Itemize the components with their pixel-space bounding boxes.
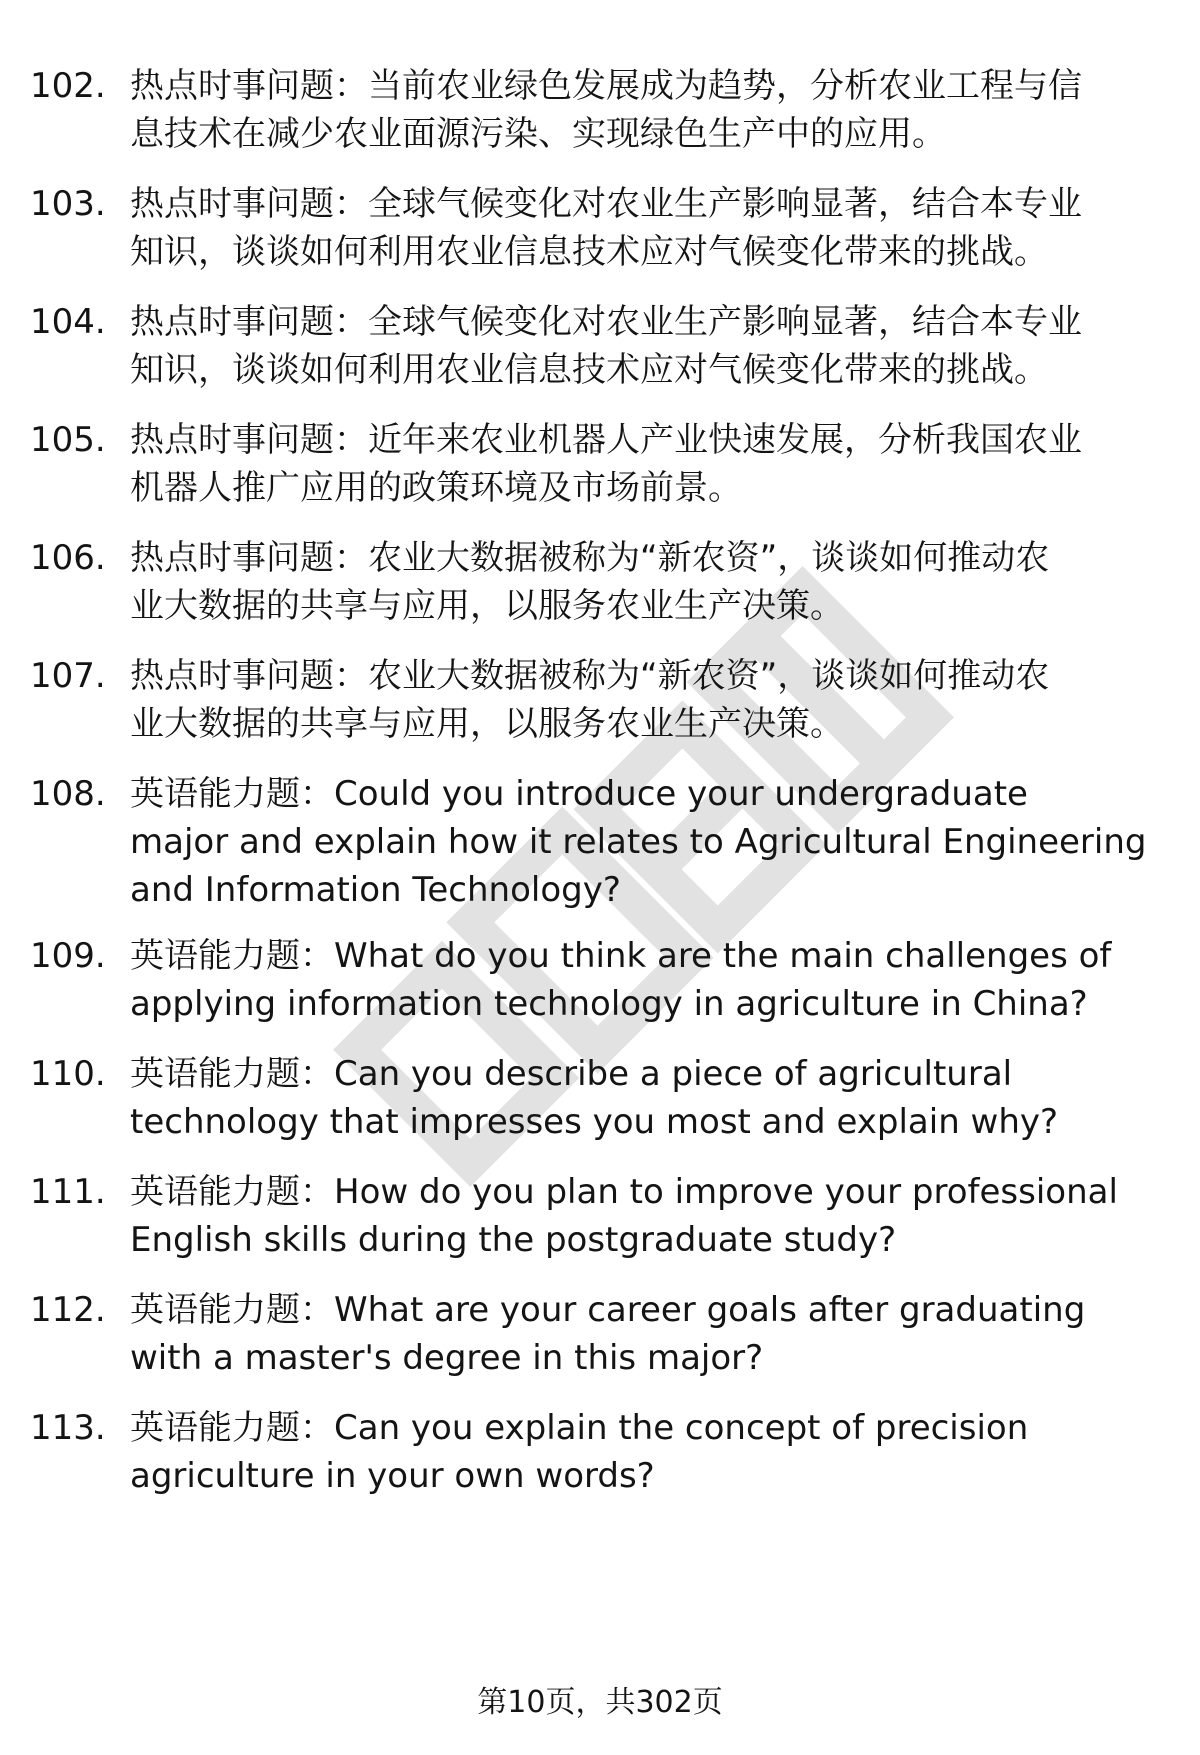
question-line: 英语能力题：Can you explain the concept of precision	[130, 1408, 1029, 1448]
question-line: agriculture in your own words?	[130, 1456, 655, 1496]
page-footer: 第10页，共302页	[477, 1685, 723, 1720]
question-line: 英语能力题：Could you introduce your undergraduate	[130, 774, 1028, 814]
question-text	[130, 1404, 1170, 1500]
question-line: English skills during the postgraduate study?	[130, 1220, 897, 1260]
question-number: 107.	[30, 656, 106, 696]
question-line: 热点时事问题：农业大数据被称为“新农资”，谈谈如何推动农	[130, 656, 1050, 696]
question-text	[130, 1168, 1170, 1264]
question-line: 息技术在减少农业面源污染、实现绿色生产中的应用。	[130, 114, 946, 154]
question-line: major and explain how it relates to Agricultural Engineering	[130, 822, 1147, 862]
question-line: 知识，谈谈如何利用农业信息技术应对气候变化带来的挑战。	[130, 350, 1048, 390]
question-line: with a master's degree in this major?	[130, 1338, 764, 1378]
question-line: 热点时事问题：全球气候变化对农业生产影响显著，结合本专业	[130, 184, 1082, 224]
question-text	[130, 652, 1170, 748]
question-line: 热点时事问题：农业大数据被称为“新农资”，谈谈如何推动农	[130, 538, 1050, 578]
question-line: and Information Technology?	[130, 870, 621, 910]
question-line: 英语能力题：What do you think are the main challenges of	[130, 936, 1112, 976]
question-number: 109.	[30, 936, 106, 976]
question-line: 英语能力题：What are your career goals after graduating	[130, 1290, 1086, 1330]
question-line: technology that impresses you most and explain why?	[130, 1102, 1059, 1142]
question-text	[130, 932, 1170, 1028]
question-line: 机器人推广应用的政策环境及市场前景。	[130, 468, 742, 508]
question-text	[130, 180, 1170, 276]
question-number: 110.	[30, 1054, 106, 1094]
question-text	[130, 62, 1170, 158]
question-number: 113.	[30, 1408, 106, 1448]
question-number: 102.	[30, 66, 106, 106]
question-number: 106.	[30, 538, 106, 578]
question-line: 业大数据的共享与应用，以服务农业生产决策。	[130, 704, 844, 744]
question-line: 英语能力题：How do you plan to improve your professional	[130, 1172, 1118, 1212]
question-number: 105.	[30, 420, 106, 460]
question-text	[130, 770, 1170, 914]
question-line: 业大数据的共享与应用，以服务农业生产决策。	[130, 586, 844, 626]
question-line: applying information technology in agriculture in China?	[130, 984, 1088, 1024]
question-number: 104.	[30, 302, 106, 342]
question-line: 英语能力题：Can you describe a piece of agricultural	[130, 1054, 1013, 1094]
question-line: 热点时事问题：全球气候变化对农业生产影响显著，结合本专业	[130, 302, 1082, 342]
question-text	[130, 416, 1170, 512]
question-line: 热点时事问题：近年来农业机器人产业快速发展，分析我国农业	[130, 420, 1082, 460]
question-number: 108.	[30, 774, 106, 814]
question-number: 112.	[30, 1290, 106, 1330]
question-line: 知识，谈谈如何利用农业信息技术应对气候变化带来的挑战。	[130, 232, 1048, 272]
question-text	[130, 1050, 1170, 1146]
question-line: 热点时事问题：当前农业绿色发展成为趋势，分析农业工程与信	[130, 66, 1082, 106]
question-text	[130, 534, 1170, 630]
question-text	[130, 298, 1170, 394]
question-text	[130, 1286, 1170, 1382]
question-number: 111.	[30, 1172, 106, 1212]
question-number: 103.	[30, 184, 106, 224]
